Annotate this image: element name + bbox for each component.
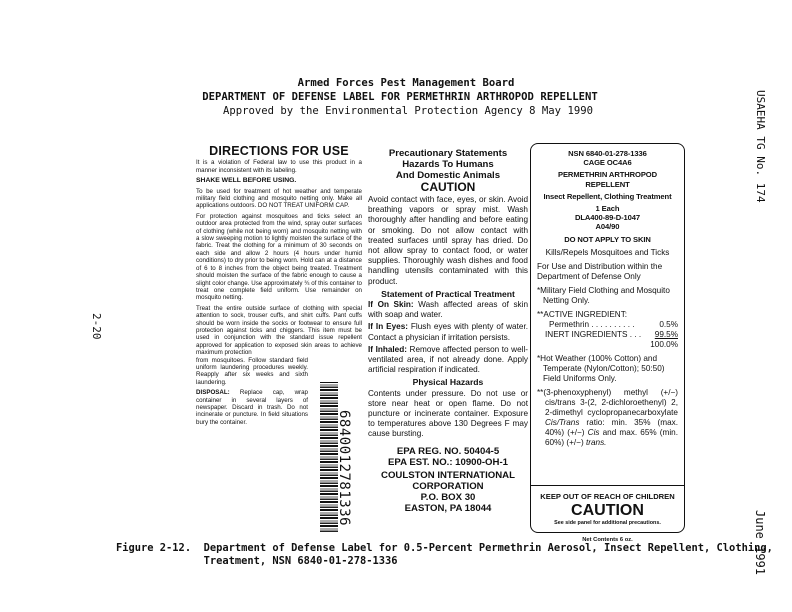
document-header: [0, 76, 792, 118]
precautions-title-2: Hazards To Humans: [402, 159, 494, 170]
company-address-1: P.O. BOX 30: [420, 491, 476, 503]
physical-hazards-text: Contents under pressure. Do not use or store near heat or open flame. Do not puncture or incinerate container. Exposure to temperatures above 130 Degrees F may cause bursting.: [368, 388, 528, 439]
header-title: DEPARTMENT OF DEFENSE LABEL FOR PERMETHRIN ARTHROPOD REPELLENT: [202, 91, 598, 103]
inhaled-treatment: If Inhaled: Remove affected person to well-ventilated area, if not already done. Apply artificial respiration if indicated.: [368, 344, 528, 375]
contract-number: DLA400-89-D-1047: [574, 213, 641, 223]
directions-paragraph-2: For protection against mosquitoes and ticks select an outdoor area protected from the wind, spray outer surfaces of clothing (while not being worn) and mosquito netting with a slow sweeping motion to lightly moisten the surface of the fabric. Treat the clothing for a minimum of 30 seconds on each side and allow 2 hours (4 hours under humid conditions) to dry prior to being worn. Hold can at a distance of 6 to 8 inches from the object being treated. Treatment should moisten the surface of the fabric enough to cause a slight color change. Use approximately ¾ of this container to treat one complete field uniform. Use remainder on mosquito netting.: [196, 212, 362, 302]
header-organization: Armed Forces Pest Management Board: [297, 77, 515, 89]
chemical-name: **(3-phenoxyphenyl) methyl (+/−) cis/trans 3-(2, 2-dichloroethenyl) 2, 2-dimethyl cyclopropanecarboxylate Cis/Trans ratio: min. 35% (max. 40%) (+/−) Cis and max. 65% (min. 60%) (+/−) trans.: [537, 387, 678, 447]
ingredient-row: INERT INGREDIENTS . . . 99.5%: [545, 329, 678, 339]
precautions-column: [368, 148, 528, 514]
disposal-text: DISPOSAL: Replace cap, wrap container in several layers of newspaper. Discard in trash. Do not incinerate or puncture. In field situations bury the container.: [196, 389, 308, 426]
company-name-1: COULSTON INTERNATIONAL: [381, 469, 515, 481]
lot-number: A04/90: [595, 222, 620, 232]
directions-paragraph-3b: from mosquitoes. Follow standard field uniform laundering procedures weekly. Reapply after six weeks and sixth laundering.: [196, 356, 308, 386]
quantity: 1 Each: [595, 204, 620, 214]
page-number: 2-20: [90, 313, 103, 340]
ingredient-row: Permethrin . . . . . . . . . . 0.5%: [549, 319, 678, 329]
ingredient-total: 100.0%: [650, 339, 678, 349]
military-note: *Military Field Clothing and Mosquito Netting Only.: [537, 285, 670, 305]
directions-paragraph-3: Treat the entire outside surface of clothing with special attention to sock, trouser cuffs, and shirt cuffs. Pant cuffs should be worn inside the socks or footwear to ensure full protection against ticks and chiggers. This item must be used in conjunction with the standard issue repellent approved for application to exposed skin areas to achieve maximum protection: [196, 304, 362, 357]
distribution-note: For Use and Distribution within the Department of Defense Only: [537, 261, 663, 281]
figure-caption: Figure 2-12. Department of Defense Label for 0.5-Percent Permethrin Aerosol, Insect Repellent, Clothing, Treatment, NSN 6840-01-278-1336: [116, 542, 773, 567]
epa-reg-number: EPA REG. NO. 50404-5: [396, 445, 500, 457]
nsn: NSN 6840-01-278-1336: [568, 149, 647, 158]
document-id-margin: USAEHA TG No. 174: [754, 90, 767, 203]
precautions-title-3: And Domestic Animals: [395, 170, 501, 181]
header-approval: Approved by the Environmental Protection Agency 8 May 1990: [223, 105, 593, 117]
violation-text: It is a violation of Federal law to use this product in a manner inconsistent with its labeling.: [196, 159, 362, 174]
skin-treatment: If On Skin: Wash affected areas of skin with soap and water.: [368, 300, 529, 320]
caution-heading: CAUTION: [420, 180, 476, 194]
active-ingredient-label: **ACTIVE INGREDIENT:: [537, 309, 628, 319]
company-address-2: EASTON, PA 18044: [404, 502, 492, 514]
precautions-text: Avoid contact with face, eyes, or skin. Avoid breathing vapors or spray mist. Wash thoroughly after handling and before eating or smoking. Do not allow contact with treated surfaces until spray has dried. Do not allow spray to contact food, or water supplies. Thoroughly wash dishes and food handling utensils contaminated with this product.: [368, 195, 528, 286]
barcode-number: 6840012781336: [336, 410, 352, 527]
product-label-panel: [530, 143, 685, 533]
physical-hazards-title: Physical Hazards: [412, 377, 484, 388]
net-contents: Net Contents 6 oz.: [582, 537, 633, 543]
treatment-title: Statement of Practical Treatment: [381, 288, 515, 299]
epa-est-number: EPA EST. NO.: 10900-OH-1: [388, 456, 508, 468]
document-date-margin: June 1991: [753, 510, 767, 576]
keep-out-warning: KEEP OUT OF REACH OF CHILDREN: [540, 492, 675, 501]
directions-title: DIRECTIONS FOR USE: [209, 144, 349, 158]
directions-paragraph-1: To be used for treatment of hot weather and temperate military field clothing and mosquito netting only. Make all applications outdoors. DO NOT TREAT UNIFORM CAP.: [196, 187, 362, 210]
hot-weather-note: *Hot Weather (100% Cotton) and Temperate (Nylon/Cotton); 50:50) Field Uniforms Only.: [537, 353, 665, 383]
see-side-panel: See side panel for additional precautions.: [554, 520, 661, 526]
company-name-2: CORPORATION: [412, 480, 484, 492]
panel-footer: [531, 485, 684, 532]
cage-code: CAGE OC4A6: [583, 158, 632, 168]
disposal-label: DISPOSAL:: [196, 389, 230, 397]
product-name: PERMETHRIN ARTHROPOD REPELLENT: [558, 170, 657, 189]
skin-warning: DO NOT APPLY TO SKIN: [564, 234, 651, 244]
precautions-title-1: Precautionary Statements: [388, 148, 508, 159]
panel-caution: CAUTION: [571, 502, 644, 519]
kills-repels: Kills/Repels Mosquitoes and Ticks: [545, 247, 670, 257]
eyes-treatment: If In Eyes: Flush eyes with plenty of water. Contact a physician if irritation persists.: [368, 322, 528, 342]
shake-warning: SHAKE WELL BEFORE USING.: [196, 177, 297, 185]
product-subtitle: Insect Repellent, Clothing Treatment: [543, 191, 672, 201]
